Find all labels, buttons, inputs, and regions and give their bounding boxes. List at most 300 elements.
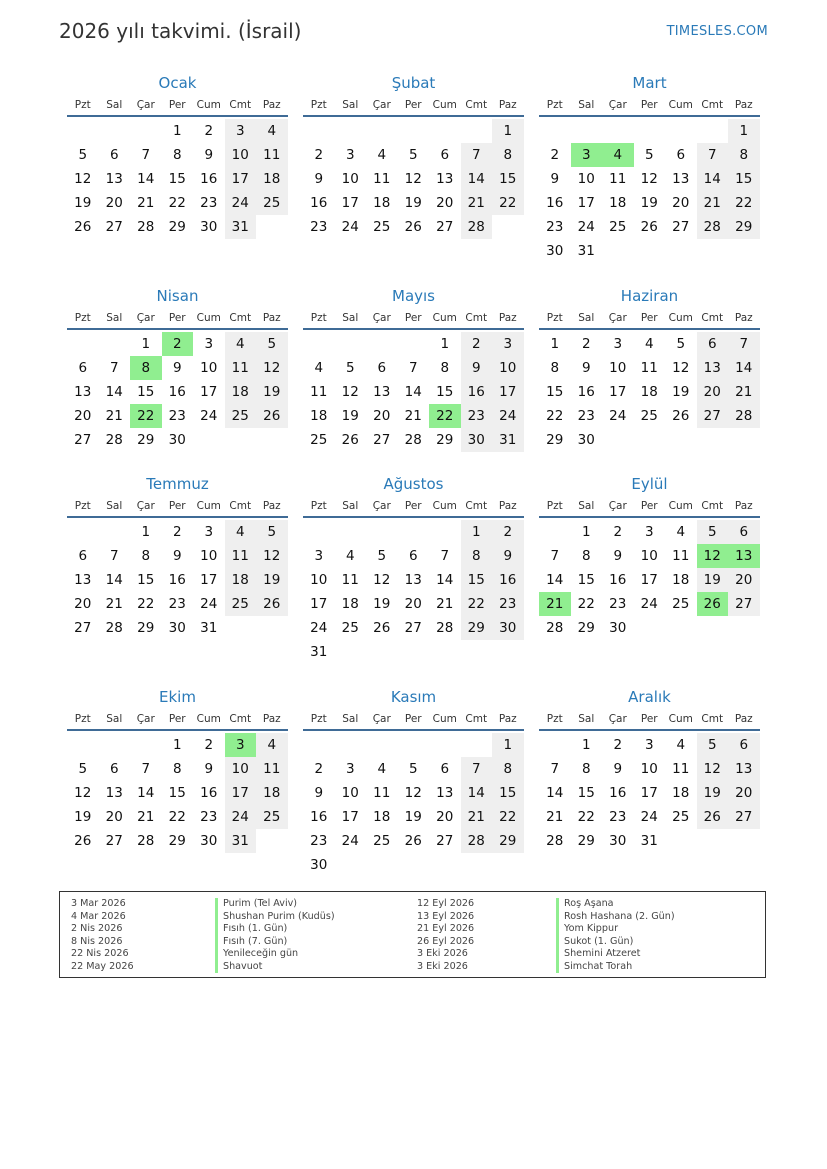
- day-cell: 22: [492, 191, 524, 215]
- day-cell: 8: [492, 757, 524, 781]
- day-cell: 10: [640, 761, 658, 777]
- month-9: [539, 473, 760, 640]
- day-cell: 28: [137, 219, 155, 235]
- day-cell: 10: [225, 757, 257, 781]
- day-cell: 18: [672, 785, 690, 801]
- weekday-label: Sal: [578, 712, 595, 725]
- day-cell: 28: [546, 833, 564, 849]
- day-cell: 23: [168, 408, 186, 424]
- day-cell: 20: [74, 408, 92, 424]
- day-cell: 14: [436, 572, 454, 588]
- weekday-label: Çar: [372, 712, 391, 725]
- day-cell: 12: [74, 171, 92, 187]
- day-cell: 28: [137, 833, 155, 849]
- weekday-label: Çar: [136, 499, 155, 512]
- day-cell: 9: [581, 360, 591, 376]
- month-2: [303, 72, 524, 239]
- page-title: 2026 yılı takvimi. (İsrail): [59, 19, 302, 43]
- day-cell: 6: [440, 147, 450, 163]
- day-cell: 26: [74, 219, 92, 235]
- week-row: [67, 829, 288, 853]
- weekday-label: Cum: [196, 499, 221, 512]
- day-cell: 24: [492, 404, 524, 428]
- day-cell: 6: [676, 147, 686, 163]
- empty-day-cell: [335, 520, 367, 544]
- day-cell: 24: [577, 219, 595, 235]
- day-cell: 17: [609, 384, 627, 400]
- day-cell: 9: [613, 761, 623, 777]
- day-cell: 13: [436, 785, 454, 801]
- day-cell: 5: [697, 733, 729, 757]
- weekday-label: Pzt: [74, 499, 91, 512]
- empty-day-cell: [130, 119, 162, 143]
- day-cell: 29: [436, 432, 454, 448]
- weekday-label: Paz: [734, 499, 753, 512]
- empty-day-cell: [366, 520, 398, 544]
- day-cell: 5: [697, 520, 729, 544]
- day-cell: 27: [373, 432, 391, 448]
- day-cell: 26: [256, 592, 288, 616]
- day-cell: 17: [225, 167, 257, 191]
- day-cell: 6: [78, 360, 88, 376]
- day-cell: 25: [609, 219, 627, 235]
- day-cell: 29: [168, 219, 186, 235]
- weekday-label: Paz: [262, 98, 281, 111]
- day-cell: 25: [310, 432, 328, 448]
- empty-day-cell: [697, 119, 729, 143]
- day-cell: 14: [728, 356, 760, 380]
- day-cell: 12: [672, 360, 690, 376]
- day-cell: 3: [314, 548, 324, 564]
- day-cell: 19: [404, 195, 422, 211]
- week-row: [67, 568, 288, 592]
- day-cell: 16: [168, 384, 186, 400]
- day-cell: 24: [640, 596, 658, 612]
- empty-day-cell: [398, 332, 430, 356]
- day-cell: 5: [408, 761, 418, 777]
- day-cell: 24: [609, 408, 627, 424]
- weekday-label: Cmt: [465, 499, 488, 512]
- holiday-day-cell: 8: [130, 356, 162, 380]
- day-cell: 2: [492, 520, 524, 544]
- day-cell: 31: [200, 620, 218, 636]
- weekday-label: Sal: [342, 712, 359, 725]
- weekday-header: [67, 495, 288, 518]
- day-cell: 6: [728, 520, 760, 544]
- day-cell: 15: [492, 167, 524, 191]
- day-cell: 23: [200, 195, 218, 211]
- weekday-label: Per: [640, 98, 658, 111]
- day-cell: 8: [141, 548, 151, 564]
- legend-dates-left: [71, 898, 134, 973]
- day-cell: 10: [341, 171, 359, 187]
- week-row: [67, 356, 288, 380]
- legend-holiday-name: Sukot (1. Gün): [556, 936, 675, 949]
- day-cell: 5: [78, 761, 88, 777]
- day-cell: 9: [314, 171, 324, 187]
- day-cell: 23: [492, 592, 524, 616]
- week-row: [539, 428, 760, 452]
- day-cell: 30: [168, 432, 186, 448]
- empty-day-cell: [99, 119, 131, 143]
- day-cell: 19: [697, 781, 729, 805]
- day-cell: 14: [697, 167, 729, 191]
- day-cell: 25: [225, 404, 257, 428]
- day-cell: 18: [672, 572, 690, 588]
- day-cell: 8: [581, 761, 591, 777]
- week-row: [303, 568, 524, 592]
- weekday-label: Per: [404, 98, 422, 111]
- day-cell: 8: [461, 544, 493, 568]
- weekday-header: [303, 94, 524, 117]
- day-cell: 19: [697, 568, 729, 592]
- day-cell: 25: [373, 219, 391, 235]
- day-cell: 22: [546, 408, 564, 424]
- month-10: [67, 686, 288, 853]
- day-cell: 30: [546, 243, 564, 259]
- day-cell: 15: [137, 384, 155, 400]
- day-cell: 4: [256, 119, 288, 143]
- day-cell: 2: [314, 147, 324, 163]
- holiday-day-cell: 22: [130, 404, 162, 428]
- week-row: [303, 215, 524, 239]
- month-5: [303, 285, 524, 452]
- day-cell: 25: [225, 592, 257, 616]
- day-cell: 24: [640, 809, 658, 825]
- day-cell: 12: [256, 544, 288, 568]
- holiday-day-cell: 3: [571, 143, 603, 167]
- day-cell: 2: [314, 761, 324, 777]
- day-cell: 20: [436, 809, 454, 825]
- day-cell: 23: [577, 408, 595, 424]
- empty-day-cell: [335, 119, 367, 143]
- day-cell: 26: [672, 408, 690, 424]
- day-cell: 13: [697, 356, 729, 380]
- weekday-label: Per: [404, 311, 422, 324]
- empty-day-cell: [99, 332, 131, 356]
- month-name: Aralık: [628, 688, 671, 706]
- day-cell: 28: [546, 620, 564, 636]
- day-cell: 5: [644, 147, 654, 163]
- week-row: [539, 215, 760, 239]
- day-cell: 5: [256, 332, 288, 356]
- day-cell: 20: [373, 408, 391, 424]
- month-name: Nisan: [156, 287, 199, 305]
- day-cell: 9: [204, 761, 214, 777]
- day-cell: 14: [546, 572, 564, 588]
- legend-holiday-name: Rosh Hashana (2. Gün): [556, 911, 675, 924]
- legend-names-right: [556, 898, 675, 973]
- day-cell: 4: [676, 737, 686, 753]
- day-cell: 23: [310, 219, 328, 235]
- day-cell: 7: [109, 548, 119, 564]
- day-cell: 23: [546, 219, 564, 235]
- month-name: Mayıs: [392, 287, 435, 305]
- day-cell: 9: [461, 356, 493, 380]
- weekday-label: Sal: [106, 712, 123, 725]
- day-cell: 13: [404, 572, 422, 588]
- day-cell: 13: [728, 757, 760, 781]
- day-cell: 25: [672, 809, 690, 825]
- day-cell: 25: [373, 833, 391, 849]
- weekday-label: Per: [168, 311, 186, 324]
- day-cell: 16: [492, 568, 524, 592]
- weekday-label: Pzt: [74, 311, 91, 324]
- weekday-label: Cmt: [229, 98, 252, 111]
- day-cell: 3: [345, 147, 355, 163]
- day-cell: 1: [172, 737, 182, 753]
- day-cell: 20: [672, 195, 690, 211]
- weekday-label: Pzt: [546, 311, 563, 324]
- week-row: [539, 239, 760, 263]
- day-cell: 20: [697, 380, 729, 404]
- day-cell: 10: [640, 548, 658, 564]
- day-cell: 21: [461, 191, 493, 215]
- empty-day-cell: [539, 119, 571, 143]
- day-cell: 12: [697, 757, 729, 781]
- month-name: Şubat: [391, 74, 436, 92]
- day-cell: 13: [436, 171, 454, 187]
- day-cell: 26: [74, 833, 92, 849]
- week-row: [539, 544, 760, 568]
- weekday-label: Çar: [136, 712, 155, 725]
- day-cell: 4: [377, 761, 387, 777]
- day-cell: 17: [225, 781, 257, 805]
- week-row: [539, 781, 760, 805]
- empty-day-cell: [366, 332, 398, 356]
- day-cell: 6: [377, 360, 387, 376]
- day-cell: 3: [225, 119, 257, 143]
- day-cell: 12: [256, 356, 288, 380]
- day-cell: 21: [105, 408, 123, 424]
- day-cell: 9: [172, 548, 182, 564]
- weekday-label: Sal: [106, 311, 123, 324]
- day-cell: 23: [461, 404, 493, 428]
- day-cell: 25: [256, 805, 288, 829]
- day-cell: 8: [172, 147, 182, 163]
- empty-day-cell: [461, 733, 493, 757]
- day-cell: 30: [310, 857, 328, 873]
- holiday-day-cell: 22: [429, 404, 461, 428]
- month-7: [67, 473, 288, 640]
- empty-day-cell: [99, 733, 131, 757]
- brand-link[interactable]: TIMESLES.COM: [666, 24, 768, 39]
- day-cell: 21: [105, 596, 123, 612]
- day-cell: 28: [461, 829, 493, 853]
- day-cell: 22: [168, 809, 186, 825]
- day-cell: 28: [461, 215, 493, 239]
- day-cell: 5: [676, 336, 686, 352]
- weekday-label: Cmt: [465, 98, 488, 111]
- weekday-label: Cmt: [229, 499, 252, 512]
- weekday-label: Cum: [432, 712, 457, 725]
- month-11: [303, 686, 524, 877]
- day-grid: [303, 119, 524, 239]
- week-row: [539, 119, 760, 143]
- day-cell: 21: [436, 596, 454, 612]
- legend-date: 8 Nis 2026: [71, 935, 123, 947]
- day-cell: 9: [204, 147, 214, 163]
- empty-day-cell: [539, 520, 571, 544]
- day-cell: 30: [461, 428, 493, 452]
- day-cell: 18: [310, 408, 328, 424]
- day-cell: 7: [141, 761, 151, 777]
- weekday-label: Per: [404, 712, 422, 725]
- month-name: Kasım: [390, 688, 437, 706]
- legend-holiday-name: Fısıh (1. Gün): [215, 923, 335, 936]
- day-cell: 2: [204, 737, 214, 753]
- empty-day-cell: [130, 733, 162, 757]
- day-cell: 2: [550, 147, 560, 163]
- day-cell: 16: [461, 380, 493, 404]
- weekday-label: Pzt: [310, 311, 327, 324]
- week-row: [67, 167, 288, 191]
- day-cell: 22: [492, 805, 524, 829]
- weekday-label: Sal: [578, 499, 595, 512]
- day-cell: 11: [640, 360, 658, 376]
- month-3: [539, 72, 760, 263]
- day-cell: 27: [728, 592, 760, 616]
- legend-holiday-name: Yenileceğin gün: [215, 948, 335, 961]
- legend-dates-right: [417, 898, 474, 973]
- day-cell: 6: [728, 733, 760, 757]
- day-cell: 20: [74, 596, 92, 612]
- day-cell: 14: [461, 167, 493, 191]
- day-cell: 19: [74, 809, 92, 825]
- week-row: [539, 404, 760, 428]
- day-cell: 9: [550, 171, 560, 187]
- day-cell: 17: [341, 809, 359, 825]
- week-row: [303, 119, 524, 143]
- week-row: [539, 592, 760, 616]
- day-cell: 8: [728, 143, 760, 167]
- empty-day-cell: [303, 332, 335, 356]
- day-cell: 27: [74, 620, 92, 636]
- empty-day-cell: [366, 119, 398, 143]
- month-name: Haziran: [620, 287, 679, 305]
- day-cell: 21: [461, 805, 493, 829]
- day-cell: 12: [640, 171, 658, 187]
- week-row: [67, 805, 288, 829]
- day-cell: 10: [492, 356, 524, 380]
- day-cell: 27: [105, 833, 123, 849]
- day-grid: [303, 733, 524, 877]
- day-cell: 24: [200, 408, 218, 424]
- month-name: Temmuz: [146, 475, 209, 493]
- day-cell: 12: [74, 785, 92, 801]
- legend-holiday-name: Shemini Atzeret: [556, 948, 675, 961]
- day-cell: 1: [141, 524, 151, 540]
- day-cell: 12: [404, 171, 422, 187]
- day-cell: 19: [256, 380, 288, 404]
- holiday-day-cell: 3: [225, 733, 257, 757]
- day-cell: 25: [341, 620, 359, 636]
- day-cell: 3: [204, 524, 214, 540]
- empty-day-cell: [398, 520, 430, 544]
- day-cell: 15: [577, 572, 595, 588]
- day-cell: 4: [676, 524, 686, 540]
- empty-day-cell: [461, 119, 493, 143]
- day-cell: 11: [225, 356, 257, 380]
- day-cell: 7: [408, 360, 418, 376]
- week-row: [539, 733, 760, 757]
- month-4: [67, 285, 288, 452]
- day-cell: 19: [672, 384, 690, 400]
- day-cell: 18: [225, 380, 257, 404]
- day-cell: 21: [697, 191, 729, 215]
- week-row: [67, 119, 288, 143]
- day-cell: 14: [461, 781, 493, 805]
- day-cell: 3: [204, 336, 214, 352]
- day-cell: 7: [461, 143, 493, 167]
- day-cell: 30: [492, 616, 524, 640]
- day-cell: 7: [697, 143, 729, 167]
- day-cell: 4: [225, 332, 257, 356]
- week-row: [67, 380, 288, 404]
- weekday-label: Paz: [734, 98, 753, 111]
- day-grid: [67, 119, 288, 239]
- day-cell: 30: [168, 620, 186, 636]
- weekday-label: Cum: [432, 98, 457, 111]
- day-cell: 29: [492, 829, 524, 853]
- week-row: [303, 520, 524, 544]
- legend-holiday-name: Shavuot: [215, 961, 335, 974]
- weekday-label: Sal: [342, 499, 359, 512]
- holiday-day-cell: 12: [697, 544, 729, 568]
- day-cell: 30: [200, 219, 218, 235]
- day-cell: 23: [168, 596, 186, 612]
- empty-day-cell: [398, 119, 430, 143]
- day-cell: 8: [550, 360, 560, 376]
- week-row: [67, 757, 288, 781]
- holiday-day-cell: 26: [697, 592, 729, 616]
- week-row: [67, 781, 288, 805]
- weekday-header: [67, 708, 288, 731]
- weekday-header: [67, 307, 288, 330]
- day-cell: 19: [256, 568, 288, 592]
- day-cell: 3: [345, 761, 355, 777]
- week-row: [303, 191, 524, 215]
- weekday-label: Paz: [498, 712, 517, 725]
- day-cell: 6: [109, 147, 119, 163]
- weekday-label: Çar: [372, 98, 391, 111]
- day-grid: [303, 332, 524, 452]
- day-cell: 25: [256, 191, 288, 215]
- day-cell: 22: [577, 596, 595, 612]
- day-cell: 12: [404, 785, 422, 801]
- day-cell: 14: [137, 171, 155, 187]
- day-cell: 23: [200, 809, 218, 825]
- day-cell: 6: [78, 548, 88, 564]
- day-cell: 16: [609, 785, 627, 801]
- weekday-label: Cum: [668, 311, 693, 324]
- day-cell: 2: [461, 332, 493, 356]
- day-cell: 5: [78, 147, 88, 163]
- weekday-label: Per: [168, 499, 186, 512]
- weekday-label: Pzt: [74, 712, 91, 725]
- weekday-label: Per: [640, 311, 658, 324]
- week-row: [303, 829, 524, 853]
- day-cell: 2: [172, 524, 182, 540]
- day-cell: 1: [728, 119, 760, 143]
- day-cell: 18: [256, 167, 288, 191]
- weekday-label: Per: [404, 499, 422, 512]
- legend-date: 13 Eyl 2026: [417, 910, 475, 922]
- week-row: [539, 332, 760, 356]
- weekday-label: Paz: [262, 311, 281, 324]
- legend-holiday-name: Roş Aşana: [556, 898, 675, 911]
- day-cell: 11: [256, 757, 288, 781]
